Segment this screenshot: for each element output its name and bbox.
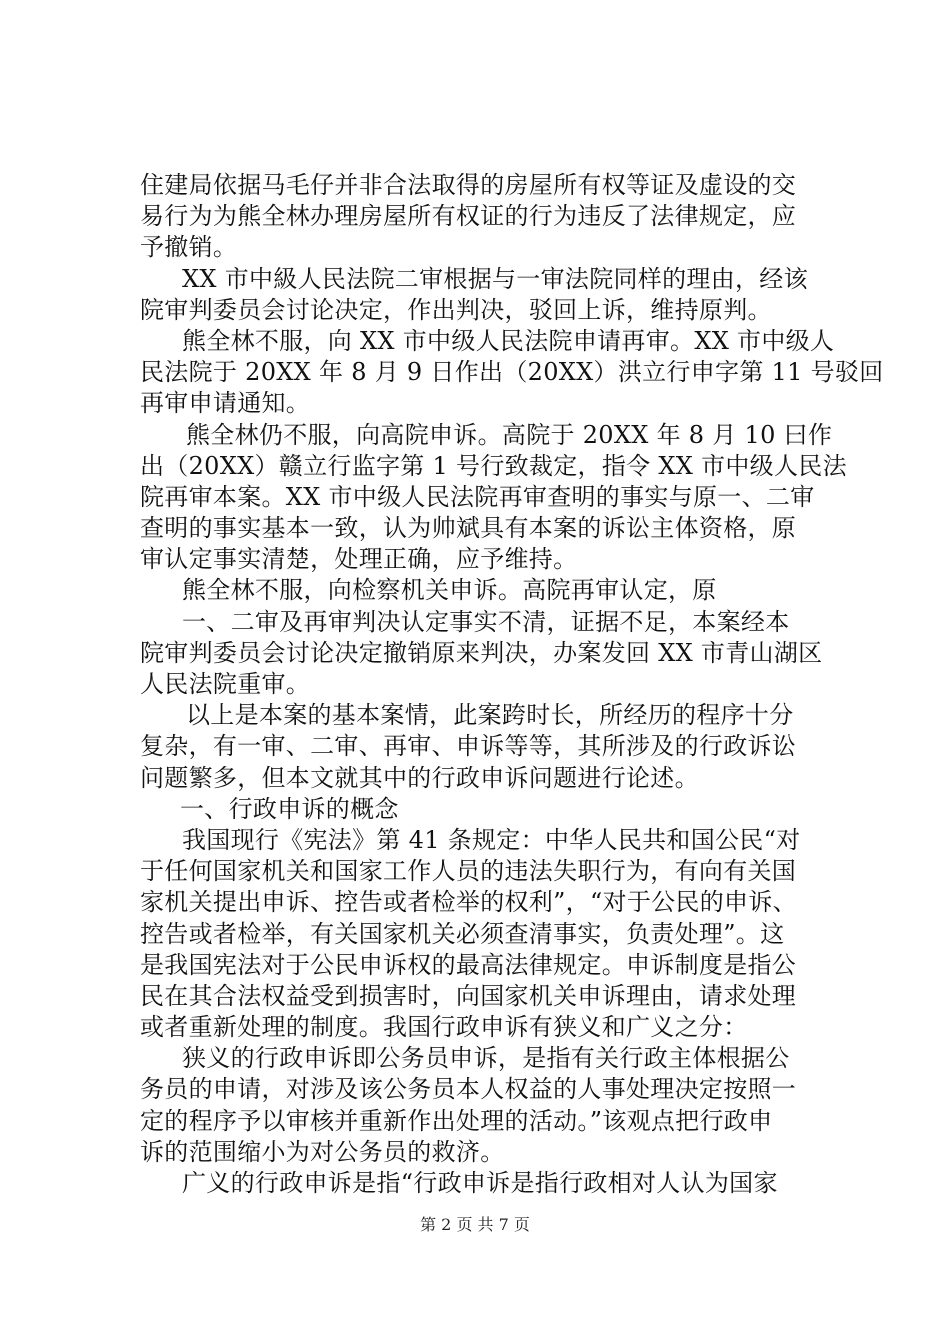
text-line: XX 市中級人民法院二审根据与一审法院同样的理由，经该 <box>182 264 808 293</box>
text-line: 于任何国家机关和国家工作人员的违法失职行为，有向有关国 <box>140 857 797 886</box>
text-line: 或者重新处理的制度。我国行政申诉有狭义和广义之分： <box>140 1013 748 1042</box>
text-line: 熊全林仍不服，向高院申诉。高院于 20XX 年 8 月 10 曰作 <box>186 420 833 449</box>
text-line: 务员的申请，对涉及该公务员本人权益的人事处理决定按照一 <box>140 1075 797 1104</box>
text-line: 住建局依据马毛仔并非合法取得的房屋所有权等证及虚设的交 <box>140 171 797 199</box>
text-line: 控告或者检举，有关国家机关必须查清事实，负责处理”。这 <box>140 919 785 948</box>
text-line: 院审判委员会讨论决定撤销原来判决，办案发回 XX 市青山湖区 <box>140 638 823 667</box>
text-line: 熊全林不服，向 XX 市中级人民法院申请再审。XX 市中级人 <box>182 326 835 355</box>
text-line: 人民法院重审。 <box>140 670 311 698</box>
text-line: 院审判委员会讨论决定，作出判决，驳回上诉，维持原判。 <box>140 295 772 324</box>
text-line: 问题繁多，但本文就其中的行政申诉问题进行论述。 <box>140 763 699 792</box>
text-line: 予撤销。 <box>140 233 238 262</box>
text-line: 以上是本案的基本案情，此案跨时长，所经历的程序十分 <box>186 701 794 730</box>
text-line: 家机关提出申诉、控告或者检举的权利”，“对于公民的申诉、 <box>140 888 797 917</box>
text-line: 广义的行政申诉是指“行政申诉是指行政相对人认为国家 <box>182 1169 778 1197</box>
text-line: 狭义的行政申诉即公务员申诉，是指有关行政主体根据公 <box>182 1044 790 1073</box>
text-line: 一、二审及再审判决认定事实不清，证据不足，本案经本 <box>182 607 790 636</box>
text-line: 定的程序予以审核并重新作出处理的活动。”该观点把行政申 <box>140 1106 773 1135</box>
text-line: 审认定事实清楚，处理正确，应予维持。 <box>140 545 578 574</box>
text-line: 院再审本案。XX 市中级人民法院再审查明的事实与原一、二审 <box>140 482 815 511</box>
text-line: 查明的事实基本一致，认为帅斌具有本案的诉讼主体资格，原 <box>140 514 797 543</box>
text-line: 易行为为熊全林办理房屋所有权证的行为违反了法律规定，应 <box>140 202 797 231</box>
section-heading: 一、行政申诉的概念 <box>180 794 399 823</box>
text-line: 我国现行《宪法》第 41 条规定：中华人民共和国公民“对 <box>182 825 801 854</box>
text-line: 民法院于 20XX 年 8 月 9 日作出（20XX）洪立行申字第 11 号驳回 <box>140 358 884 387</box>
document-body <box>140 170 884 1199</box>
page-number-footer: 第 2 页 共 7 页 <box>420 1215 530 1234</box>
text-line: 熊全林不服，向检察机关申诉。高院再审认定，原 <box>182 576 717 605</box>
text-line: 是我国宪法对于公民申诉权的最高法律规定。申诉制度是指公 <box>140 950 797 979</box>
text-line: 出（20XX）赣立行监字第 1 号行致裁定，指令 XX 市中级人民法 <box>140 451 847 480</box>
text-line: 复杂，有一审、二审、再审、申诉等等，其所涉及的行政诉讼 <box>140 732 797 761</box>
text-line: 民在其合法权益受到损害时，向国家机关申诉理由，请求处理 <box>140 981 797 1010</box>
text-line: 再审申请通知。 <box>140 389 311 418</box>
text-line: 诉的范围缩小为对公务员的救济。 <box>140 1137 505 1166</box>
